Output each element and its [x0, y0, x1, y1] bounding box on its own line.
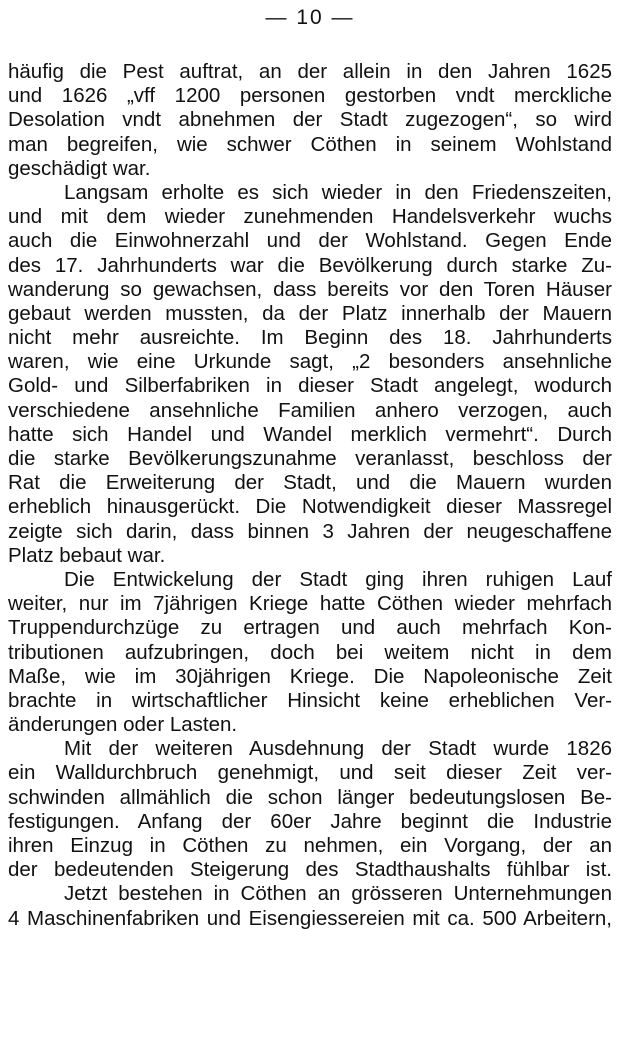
text-line: ein Walldurchbruch genehmigt, und seit dieser Zeit ver- — [8, 761, 612, 785]
text-line: und 1626 „vff 1200 personen gestorben vndt merckliche — [8, 84, 612, 108]
text-line: verschiedene ansehnliche Familien anhero verzogen, auch — [8, 398, 612, 422]
text-line: nicht mehr ausreichte. Im Beginn des 18. Jahrhunderts — [8, 326, 612, 350]
page-number: — 10 — — [265, 6, 355, 29]
body-text — [8, 60, 612, 931]
text-line: man begreifen, wie schwer Cöthen in seinem Wohlstand — [8, 132, 612, 156]
text-line: erheblich hinausgerückt. Die Notwendigkeit dieser Massregel — [8, 495, 612, 519]
text-line: häufig die Pest auftrat, an der allein in den Jahren 1625 — [8, 60, 612, 83]
text-line: Platz bebaut war. — [8, 543, 166, 567]
text-line: schwinden allmählich die schon länger bedeutungslosen Be- — [8, 785, 612, 809]
text-line: Jetzt bestehen in Cöthen an grösseren Unternehmungen — [64, 882, 612, 906]
text-line: waren, wie eine Urkunde sagt, „2 besonders ansehnliche — [8, 350, 612, 374]
text-line: änderungen oder Lasten. — [8, 713, 238, 737]
text-line: weiter, nur im 7jährigen Kriege hatte Cöthen wieder mehrfach — [8, 592, 612, 616]
text-line: Gold- und Silberfabriken in dieser Stadt angelegt, wodurch — [8, 374, 612, 398]
text-line: wanderung so gewachsen, dass bereits vor den Toren Häuser — [8, 277, 612, 301]
text-line: Rat die Erweiterung der Stadt, und die Mauern wurden — [8, 471, 612, 495]
text-line: auch die Einwohnerzahl und der Wohlstand. Gegen Ende — [8, 229, 612, 253]
text-line: Die Entwickelung der Stadt ging ihren ruhigen Lauf — [64, 567, 612, 591]
text-line: tributionen aufzubringen, doch bei weitem nicht in dem — [8, 640, 612, 664]
text-line: Mit der weiteren Ausdehnung der Stadt wurde 1826 — [64, 737, 612, 761]
text-line: geschädigt war. — [8, 156, 151, 180]
text-line: Maße, wie im 30jährigen Kriege. Die Napoleonische Zeit — [8, 664, 612, 688]
text-line: ihren Einzug in Cöthen zu nehmen, ein Vorgang, der an — [8, 834, 612, 857]
text-line: Desolation vndt abnehmen der Stadt zugezogen“, so wird — [8, 108, 612, 132]
text-line: festigungen. Anfang der 60er Jahre beginnt die Industrie — [8, 809, 612, 833]
text-line: brachte in wirtschaftlicher Hinsicht keine erheblichen Ver- — [8, 688, 612, 712]
text-line: des 17. Jahrhunderts war die Bevölkerung durch starke Zu- — [8, 253, 612, 277]
text-line: 4 Maschinenfabriken und Eisengiessereien mit ca. 500 Arbeitern, — [8, 906, 612, 930]
text-line: gebaut werden mussten, da der Platz innerhalb der Mauern — [8, 301, 612, 325]
text-line: und mit dem wieder zunehmenden Handelsverkehr wuchs — [8, 205, 612, 229]
text-line: die starke Bevölkerungszunahme veranlasst, beschloss der — [8, 447, 612, 470]
text-line: Truppendurchzüge zu ertragen und auch mehrfach Kon- — [8, 616, 612, 640]
text-line: hatte sich Handel und Wandel merklich vermehrt“. Durch — [8, 422, 612, 446]
text-line: zeigte sich darin, dass binnen 3 Jahren der neugeschaffene — [8, 519, 612, 543]
text-line: der bedeutenden Steigerung des Stadthaushalts fühlbar ist. — [8, 858, 612, 882]
text-line: Langsam erholte es sich wieder in den Friedenszeiten, — [64, 180, 612, 204]
